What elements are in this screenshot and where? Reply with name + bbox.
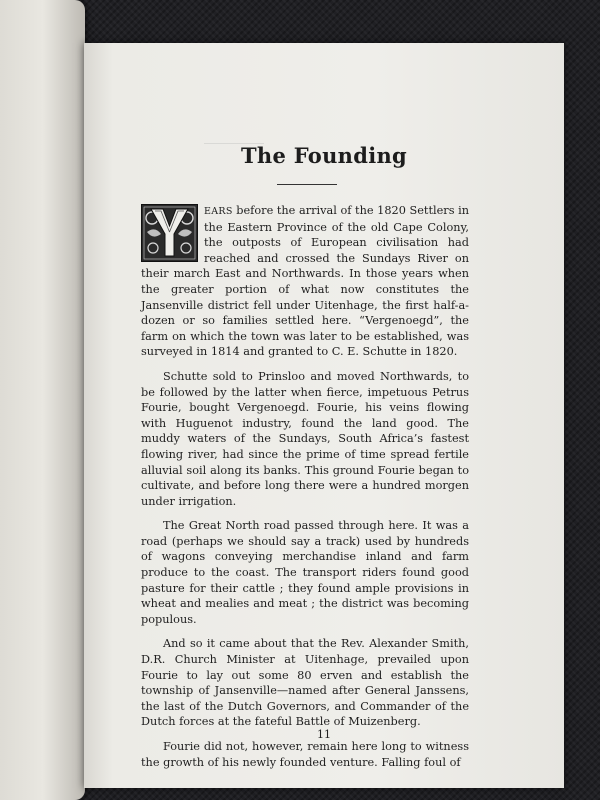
paragraph-4: And so it came about that the Rev. Alexander Smith, D.R. Church Minister at Uitenhage, prevailed upon Fourie to lay out some 80 erven and establish the township of Jansenville—named after General Janssens, the last of the Dutch Governors, and Commander of the Dutch forces at the fateful Battle of Muizenberg. — [141, 637, 469, 729]
chapter-body — [141, 203, 469, 779]
chapter-title: The Founding — [240, 143, 408, 168]
paragraph-3: The Great North road passed through here. It was a road (perhaps we should say a track) used by hundreds of wagons conveying merchandise inland and farm produce to the coast. The transport riders found good pasture for their cattle ; they found ample provisions in wheat and mealies and meat ; the district was becoming populous. — [141, 519, 469, 626]
paragraph-1 — [141, 203, 469, 360]
book-page — [84, 43, 564, 788]
ornamental-dropcap — [141, 204, 198, 262]
title-divider — [277, 184, 337, 185]
paragraph-5: Fourie did not, however, remain here long to witness the growth of his newly founded venture. Falling foul of — [141, 740, 469, 769]
first-word-smallcaps: EARS — [204, 206, 233, 217]
paragraph-1-text: before the arrival of the 1820 Settlers in the Eastern Province of the old Cape Colony, the outposts of European civilisation had reached and crossed the Sundays River on their march East and Northwards. In those years when the greater portion of what now constitutes the Jansenville district fell under Uitenhage, the first half-a-dozen or so families settled here. “Vergenoegd”, the farm on which the town was later to be established, was surveyed in 1814 and granted to C. E. Schutte in 1820. — [141, 204, 469, 359]
left-page-edge — [0, 0, 85, 800]
page-number: 11 — [317, 728, 331, 741]
paragraph-2: Schutte sold to Prinsloo and moved Northwards, to be followed by the latter when fierce, impetuous Petrus Fourie, bought Vergenoegd. Fourie, his veins flowing with Huguenot industry, found the land good. The muddy waters of the Sundays, South Africa’s fastest flowing river, had since the prime of time spread fertile alluvial soil along its banks. This ground Fourie began to cultivate, and before long there were a hundred morgen under irrigation. — [141, 369, 469, 508]
